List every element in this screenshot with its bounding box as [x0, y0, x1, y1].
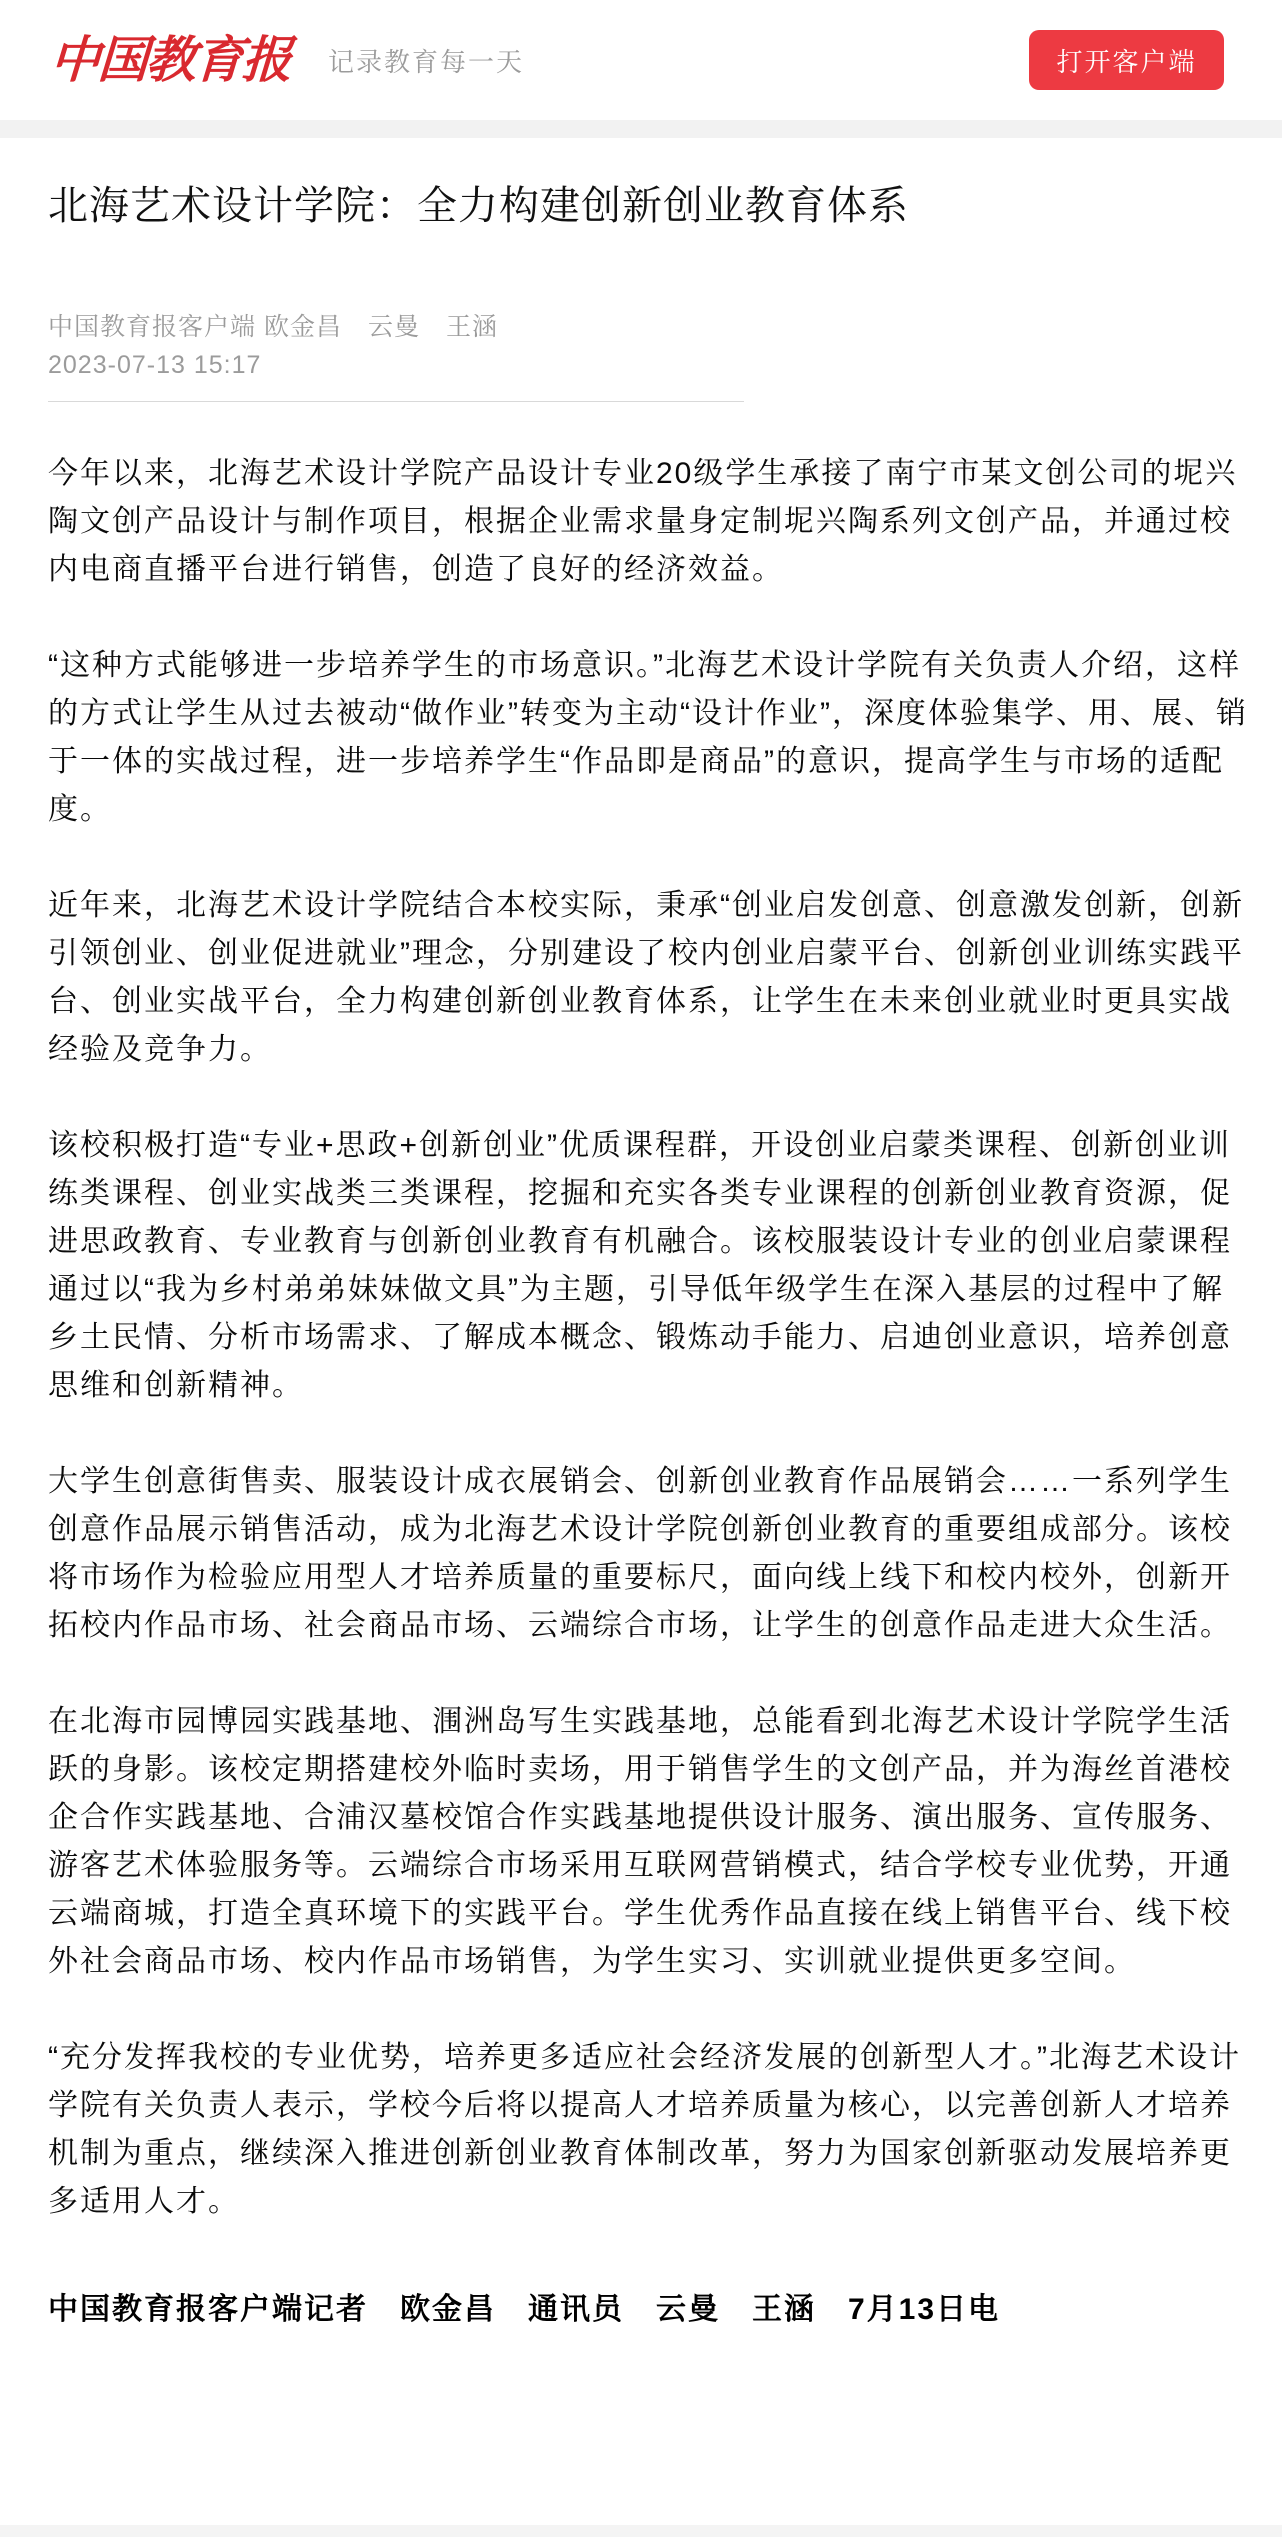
meta-divider-line [48, 401, 744, 402]
article-paragraph: “充分发挥我校的专业优势，培养更多适应社会经济发展的创新型人才。”北海艺术设计学院有关负责人表示，学校今后将以提高人才培养质量为核心，以完善创新人才培养机制为重点，继续深入推进创新创业教育体制改革，努力为国家创新驱动发展培养更多适用人才。 [48, 2041, 1241, 2218]
article-paragraph: 在北海市园博园实践基地、涠洲岛写生实践基地，总能看到北海艺术设计学院学生活跃的身影。该校定期搭建校外临时卖场，用于销售学生的文创产品，并为海丝首港校企合作实践基地、合浦汉墓校馆合作实践基地提供设计服务、演出服务、宣传服务、游客艺术体验服务等。云端综合市场采用互联网营销模式，结合学校专业优势，开通云端商城，打造全真环境下的实践平台。学生优秀作品直接在线上销售平台、线下校外社会商品市场、校内作品市场销售，为学生实习、实训就业提供更多空间。 [48, 1705, 1232, 1978]
site-tagline: 记录教育每一天 [328, 46, 525, 77]
open-app-button[interactable]: 打开客户端 [1029, 30, 1224, 90]
article-byline: 中国教育报客户端 欧金昌 云曼 王涵 [48, 313, 498, 341]
article-paragraph: 近年来，北海艺术设计学院结合本校实际，秉承“创业启发创意、创意激发创新，创新引领创业、创业促进就业”理念，分别建设了校内创业启蒙平台、创新创业训练实践平台、创业实战平台，全力构建创新创业教育体系，让学生在未来创业就业时更具实战经验及竞争力。 [48, 889, 1244, 1066]
bottom-section-strip [0, 2525, 1282, 2537]
site-header [0, 0, 1282, 120]
site-logo: 中国教育报 [48, 30, 292, 89]
article-title: 北海艺术设计学院：全力构建创新创业教育体系 [48, 184, 909, 228]
article-paragraph: 该校积极打造“专业+思政+创新创业”优质课程群，开设创业启蒙类课程、创新创业训练类课程、创业实战类三类课程，挖掘和充实各类专业课程的创新创业教育资源，促进思政教育、专业教育与创新创业教育有机融合。该校服装设计专业的创业启蒙课程通过以“我为乡村弟弟妹妹做文具”为主题，引导低年级学生在深入基层的过程中了解乡土民情、分析市场需求、了解成本概念、锻炼动手能力、启迪创业意识，培养创意思维和创新精神。 [48, 1129, 1232, 1402]
article-body [0, 182, 1282, 2334]
reporter-credit-line: 中国教育报客户端记者 欧金昌 通讯员 云曼 王涵 7月13日电 [48, 2293, 1001, 2326]
article-paragraph: 今年以来，北海艺术设计学院产品设计专业20级学生承接了南宁市某文创公司的坭兴陶文创产品设计与制作项目，根据企业需求量身定制坭兴陶系列文创产品，并通过校内电商直播平台进行销售，创造了良好的经济效益。 [48, 457, 1238, 586]
article-paragraphs [48, 450, 1252, 2226]
publish-timestamp: 2023-07-13 15:17 [48, 351, 262, 379]
article-paragraph: 大学生创意街售卖、服装设计成衣展销会、创新创业教育作品展销会……一系列学生创意作品展示销售活动，成为北海艺术设计学院创新创业教育的重要组成部分。该校将市场作为检验应用型人才培养质量的重要标尺，面向线上线下和校内校外，创新开拓校内作品市场、社会商品市场、云端综合市场，让学生的创意作品走进大众生活。 [48, 1465, 1232, 1642]
article-paragraph: “这种方式能够进一步培养学生的市场意识。”北海艺术设计学院有关负责人介绍，这样的方式让学生从过去被动“做作业”转变为主动“设计作业”，深度体验集学、用、展、销于一体的实战过程，进一步培养学生“作品即是商品”的意识，提高学生与市场的适配度。 [48, 649, 1248, 826]
header-divider-band [0, 120, 1282, 138]
